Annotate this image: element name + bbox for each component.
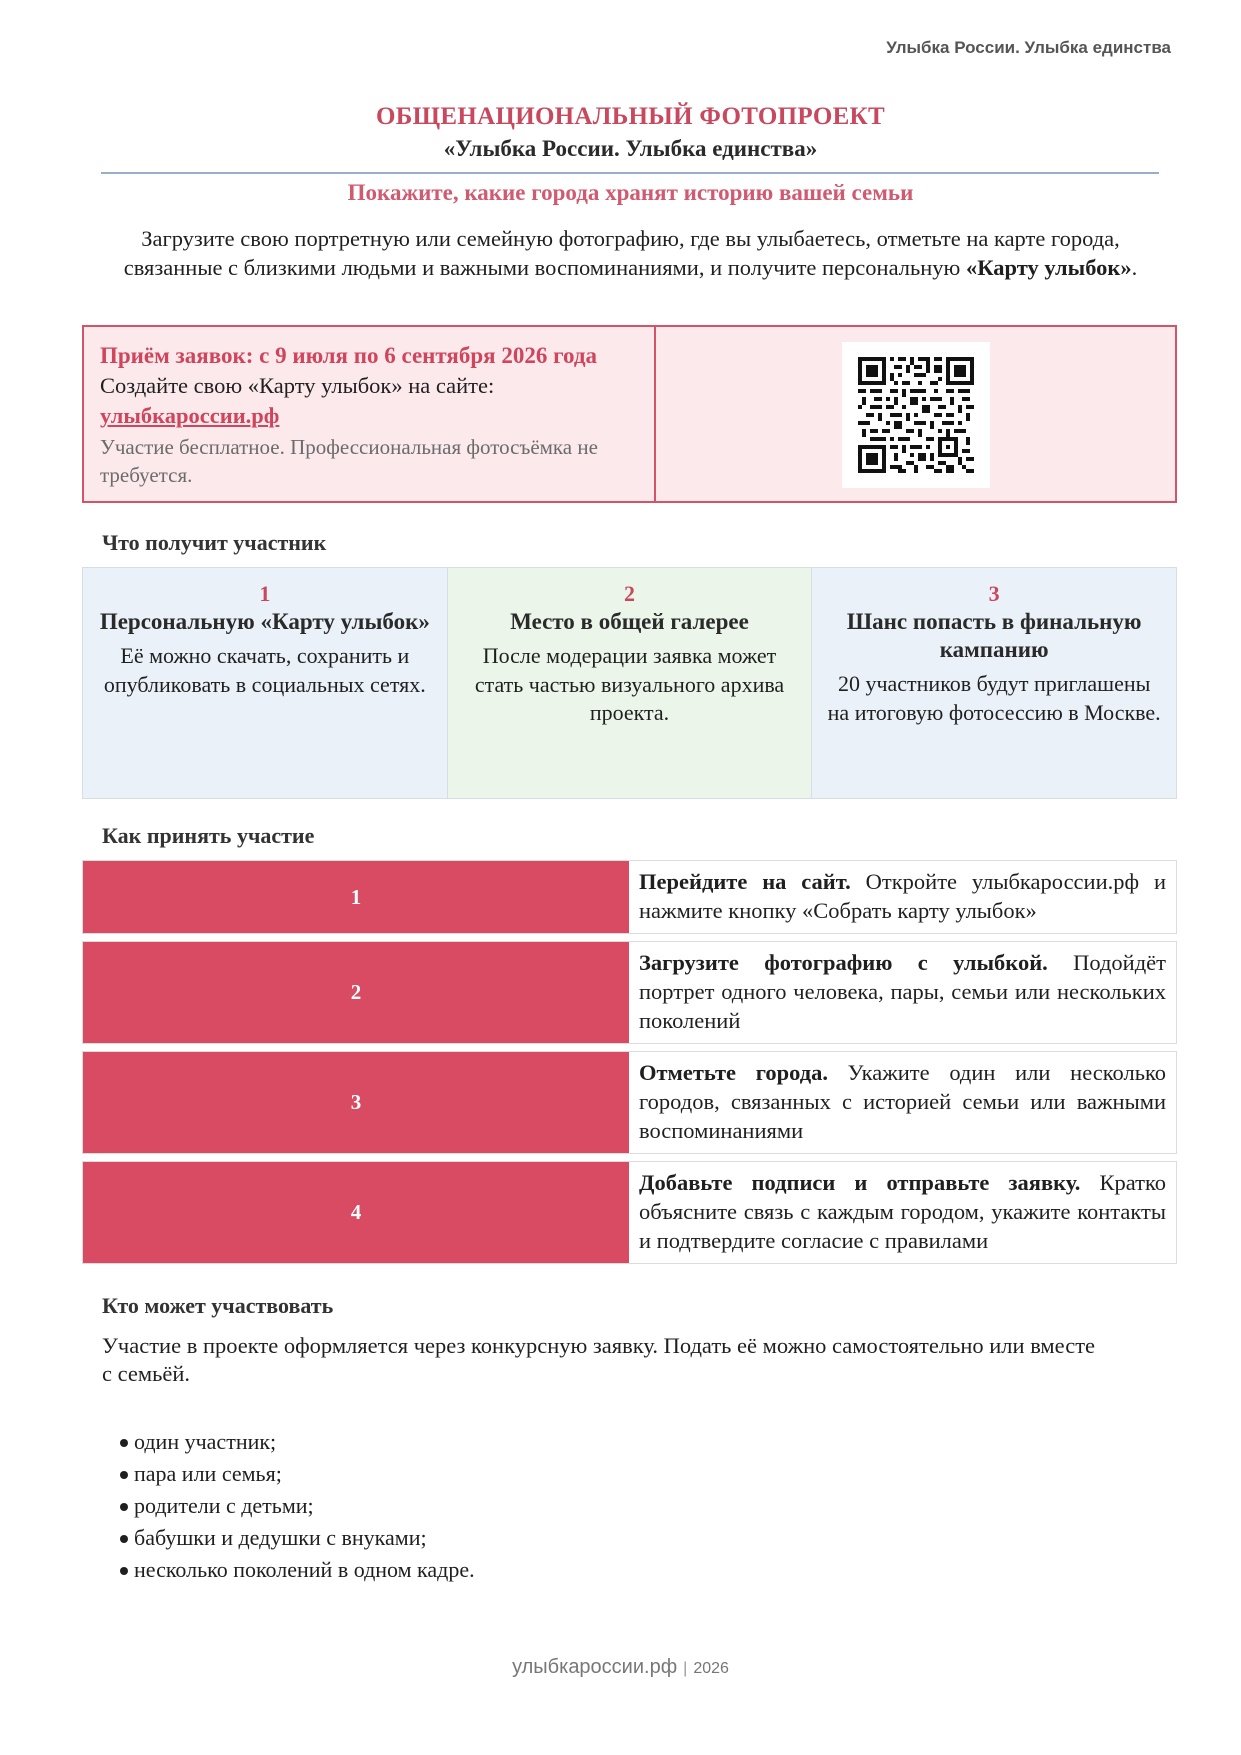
steps-table	[82, 860, 1177, 1271]
intro-bold: «Карту улыбок»	[965, 255, 1132, 280]
steps-heading: Как принять участие	[102, 823, 315, 848]
step-description	[629, 942, 1176, 1043]
step-number: 3	[83, 1052, 629, 1153]
apply-note: Участие бесплатное. Профессиональная фотосъёмка не требуется.	[100, 435, 598, 487]
benefits-heading: Что получит участник	[102, 530, 327, 555]
benefit-card	[812, 568, 1176, 798]
step-title: Добавьте подписи и отправьте заявку.	[639, 1170, 1081, 1195]
benefit-number: 2	[624, 581, 635, 606]
step-row	[82, 860, 1177, 934]
who-heading: Кто может участвовать	[102, 1293, 334, 1318]
step-description	[629, 861, 1176, 933]
footer-site: улыбкароссии.рф	[512, 1656, 678, 1678]
site-link[interactable]: улыбкароссии.рф	[100, 403, 280, 428]
step-description	[629, 1052, 1176, 1153]
list-item: один участник;	[118, 1426, 475, 1458]
step-text: Укажите один или несколько городов, связанных с историей семьи или важными воспоминаниями	[639, 1060, 1166, 1143]
benefit-text: Её можно скачать, сохранить и опубликовать в социальных сетях.	[103, 643, 426, 697]
footer-separator: |	[683, 1660, 688, 1677]
benefit-number: 1	[259, 581, 271, 606]
step-title: Перейдите на сайт.	[639, 869, 851, 894]
benefit-title: Шанс попасть в финальную кампанию	[846, 609, 1142, 662]
step-description	[629, 1162, 1176, 1263]
intro-text: Загрузите свою портретную или семейную фотографию, где вы улыбаетесь, отметьте на карте города, связанные с близкими людьми и важными воспоминаниями, и получите персональную	[123, 226, 1120, 280]
step-row	[82, 1051, 1177, 1154]
step-row	[82, 1161, 1177, 1264]
benefits-grid	[82, 567, 1177, 799]
intro-end: .	[1131, 255, 1138, 280]
benefit-title: Место в общей галерее	[510, 609, 749, 634]
participants-list	[118, 1426, 475, 1586]
apply-info	[84, 327, 656, 501]
list-item: родители с детьми;	[118, 1490, 475, 1522]
step-number: 4	[83, 1162, 629, 1263]
qr-code-icon	[857, 357, 975, 473]
list-item: несколько поколений в одном кадре.	[118, 1554, 475, 1586]
benefit-card	[83, 568, 448, 798]
tagline: Покажите, какие города хранят историю вашей семьи	[347, 180, 914, 205]
who-text-line: Участие в проекте оформляется через конкурсную заявку. Подать её можно самостоятельно или вместе	[102, 1333, 1096, 1358]
qr-code[interactable]	[842, 342, 990, 488]
step-title: Отметьте города.	[639, 1060, 828, 1085]
page-title: ОБЩЕНАЦИОНАЛЬНЫЙ ФОТОПРОЕКТ	[376, 103, 885, 130]
list-item: пара или семья;	[118, 1458, 475, 1490]
apply-deadline: Приём заявок: с 9 июля по 6 сентября 2026 года	[100, 343, 597, 368]
step-text: Откройте улыбкароссии.рф и нажмите кнопку «Собрать карту улыбок»	[639, 869, 1166, 923]
benefit-text: 20 участников будут приглашены на итоговую фотосессию в Москве.	[827, 671, 1161, 725]
benefit-number: 3	[988, 581, 1000, 606]
step-title: Загрузите фотографию с улыбкой.	[639, 950, 1048, 975]
title-divider	[101, 172, 1159, 174]
who-text-line: с семьёй.	[102, 1361, 191, 1386]
running-header: Улыбка России. Улыбка единства	[886, 38, 1171, 57]
step-number: 2	[83, 942, 629, 1043]
apply-instruction: Создайте свою «Карту улыбок» на сайте:	[100, 373, 495, 398]
step-text: Подойдёт портрет одного человека, пары, семьи или нескольких поколений	[639, 950, 1166, 1033]
step-number: 1	[83, 861, 629, 933]
who-paragraph	[102, 1332, 1162, 1388]
list-item: бабушки и дедушки с внуками;	[118, 1522, 475, 1554]
page-subtitle: «Улыбка России. Улыбка единства»	[443, 136, 818, 161]
intro-paragraph	[118, 224, 1143, 282]
benefit-title: Персональную «Карту улыбок»	[99, 609, 430, 634]
benefit-card	[448, 568, 813, 798]
benefit-text: После модерации заявка может стать частью визуального архива проекта.	[474, 643, 785, 725]
footer-year: 2026	[693, 1660, 729, 1677]
page-footer	[0, 1656, 1241, 1679]
step-text: Кратко объясните связь с каждым городом, укажите контакты и подтвердите согласие с правилами	[639, 1170, 1166, 1253]
step-row	[82, 941, 1177, 1044]
apply-box	[82, 325, 1177, 503]
